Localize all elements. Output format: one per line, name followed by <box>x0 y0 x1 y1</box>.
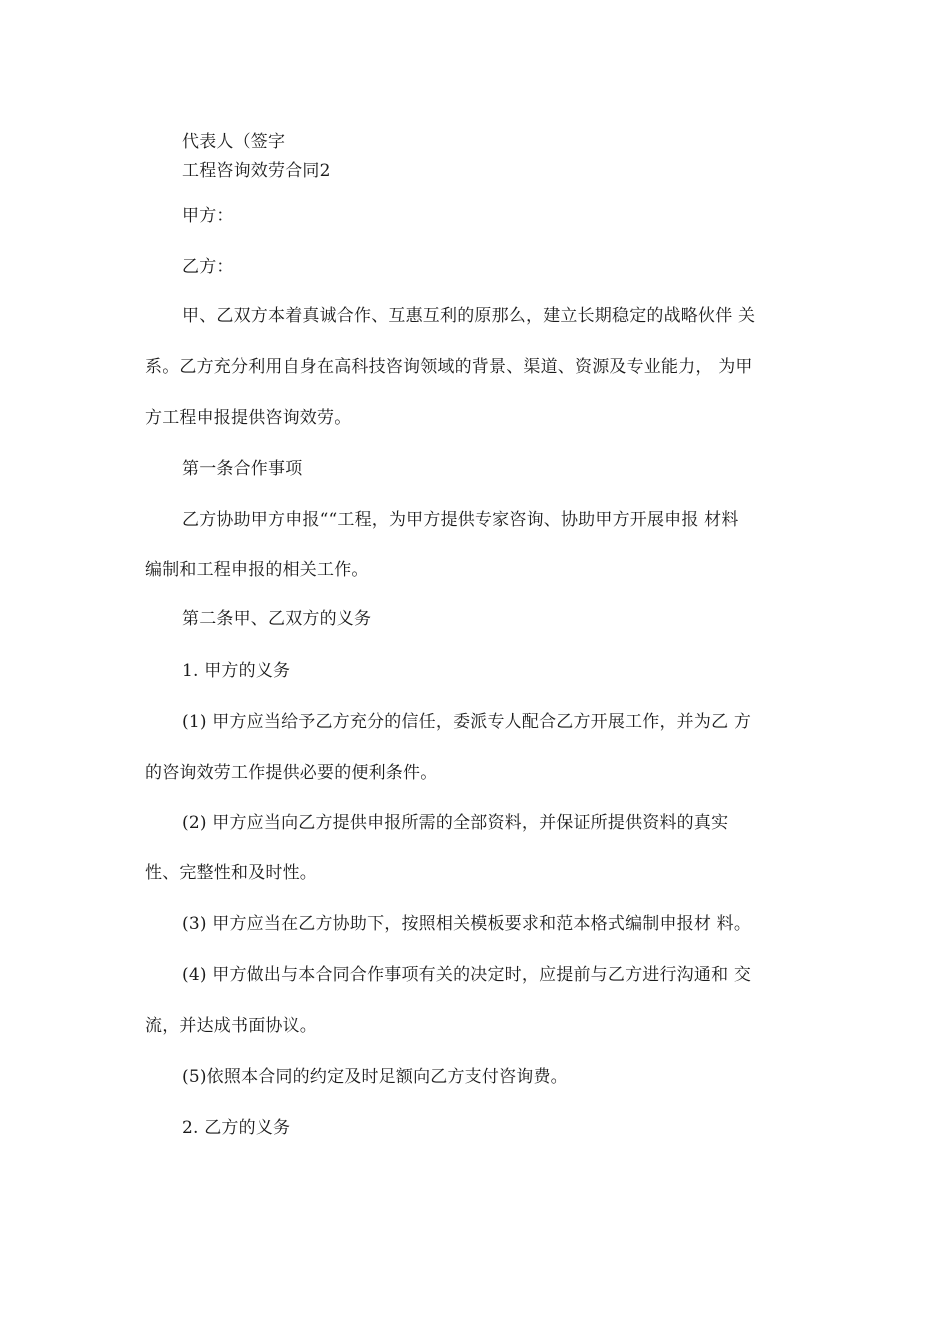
item-5: (5)依照本合同的约定及时足额向乙方支付咨询费。 <box>182 1067 568 1087</box>
article-2-heading: 第二条甲、乙双方的义务 <box>182 609 372 629</box>
item-1-line-1: (1) 甲方应当给予乙方充分的信任，委派专人配合乙方开展工作，并为乙 方 <box>182 712 752 732</box>
intro-line-3: 方工程申报提供咨询效劳。 <box>145 408 352 428</box>
intro-line-1: 甲、乙双方本着真诚合作、互惠互利的原那么，建立长期稳定的战略伙伴 关 <box>182 306 756 326</box>
section-1-heading: 1. 甲方的义务 <box>182 661 291 681</box>
article-1-heading: 第一条合作事项 <box>182 459 303 479</box>
party-a-label: 甲方： <box>182 206 234 226</box>
article-1-line-2: 编制和工程申报的相关工作。 <box>145 560 369 580</box>
item-3: (3) 甲方应当在乙方协助下，按照相关模板要求和范本格式编制申报材 料。 <box>182 914 752 934</box>
item-2-line-1: (2) 甲方应当向乙方提供申报所需的全部资料，并保证所提供资料的真实 <box>182 813 729 833</box>
article-1-line-1: 乙方协助甲方申报““工程，为甲方提供专家咨询、协助甲方开展申报 材料 <box>182 510 739 530</box>
item-4-line-1: (4) 甲方做出与本合同合作事项有关的决定时，应提前与乙方进行沟通和 交 <box>182 965 752 985</box>
item-4-line-2: 流，并达成书面协议。 <box>145 1016 317 1036</box>
item-1-line-2: 的咨询效劳工作提供必要的便利条件。 <box>145 763 438 783</box>
section-2-heading: 2. 乙方的义务 <box>182 1118 291 1138</box>
party-b-label: 乙方： <box>182 257 234 277</box>
intro-line-2: 系。乙方充分利用自身在高科技咨询领域的背景、渠道、资源及专业能力， 为甲 <box>145 357 753 377</box>
item-2-line-2: 性、完整性和及时性。 <box>145 863 317 883</box>
signature-line: 代表人（签字 <box>182 132 286 152</box>
contract-title: 工程咨询效劳合同2 <box>182 161 331 181</box>
